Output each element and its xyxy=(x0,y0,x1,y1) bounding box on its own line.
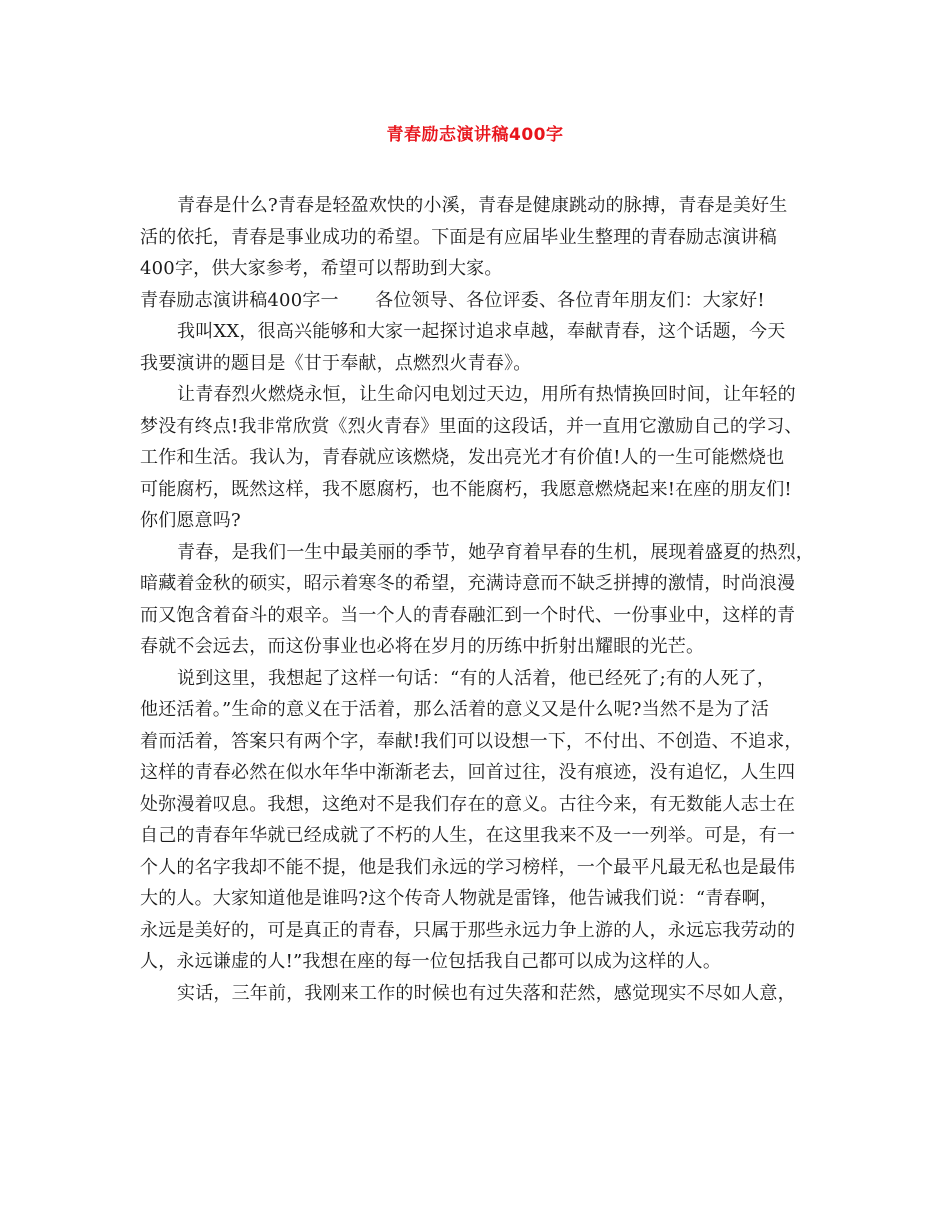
text-line: 实话，三年前，我刚来工作的时候也有过失落和茫然，感觉现实不尽如人意， xyxy=(177,982,796,1004)
text-line: 人，永远谦虚的人!”我想在座的每一位包括我自己都可以成为这样的人。 xyxy=(140,951,722,972)
text-line: 工作和生活。我认为，青春就应该燃烧，发出亮光才有价值!人的一生可能燃烧也 xyxy=(140,447,785,468)
text-line: 大的人。大家知道他是谁吗?这个传奇人物就是雷锋，他告诫我们说：“青春啊， xyxy=(140,888,779,909)
text-line: 这样的青春必然在似水年华中渐渐老去，回首过往，没有痕迹，没有追忆，人生四 xyxy=(140,762,796,783)
text-line: 春就不会远去，而这份事业也必将在岁月的历练中折射出耀眼的光芒。 xyxy=(140,636,705,657)
text-line: 400字，供大家参考，希望可以帮助到大家。 xyxy=(140,258,503,279)
text-line: 可能腐朽，既然这样，我不愿腐朽，也不能腐朽，我愿意燃烧起来!在座的朋友们! xyxy=(140,478,792,500)
text-line: 暗藏着金秋的硕实，昭示着寒冬的希望，充满诗意而不缺乏拼搏的激情，时尚浪漫 xyxy=(140,573,796,594)
text-line: 活的依托，青春是事业成功的希望。下面是有应届毕业生整理的青春励志演讲稿 xyxy=(140,226,777,248)
text-line: 青春是什么?青春是轻盈欢快的小溪，青春是健康跳动的脉搏，青春是美好生 xyxy=(177,195,788,216)
text-line: 梦没有终点!我非常欣赏《烈火青春》里面的这段话，并一直用它激励自己的学习、 xyxy=(140,415,803,437)
text-line: 青春，是我们一生中最美丽的季节，她孕育着早春的生机，展现着盛夏的热烈， xyxy=(177,541,814,563)
text-line: 他还活着。”生命的意义在于活着，那么活着的意义又是什么呢?当然不是为了活 xyxy=(140,699,770,720)
text-line: 青春励志演讲稿400字一 各位领导、各位评委、各位青年朋友们：大家好! xyxy=(140,289,765,311)
text-line: 让青春烈火燃烧永恒，让生命闪电划过天边，用所有热情换回时间，让年轻的 xyxy=(177,384,796,405)
text-line: 着而活着，答案只有两个字，奉献!我们可以设想一下，不付出、不创造、不追求， xyxy=(140,730,803,752)
document-title: 青春励志演讲稿400字 xyxy=(386,125,564,145)
document-body xyxy=(140,190,830,1009)
text-line: 你们愿意吗? xyxy=(140,510,241,531)
text-line: 说到这里，我想起了这样一句话：“有的人活着，他已经死了;有的人死了， xyxy=(177,667,776,689)
text-line: 我叫XX，很高兴能够和大家一起探讨追求卓越，奉献青春，这个话题，今天 xyxy=(177,321,786,342)
text-line: 个人的名字我却不能不提，他是我们永远的学习榜样，一个最平凡最无私也是最伟 xyxy=(140,856,796,878)
text-line: 自己的青春年华就已经成就了不朽的人生，在这里我来不及一一列举。可是，有一 xyxy=(140,825,796,846)
text-line: 处弥漫着叹息。我想，这绝对不是我们存在的意义。古往今来，有无数能人志士在 xyxy=(140,793,796,815)
text-line: 我要演讲的题目是《甘于奉献，点燃烈火青春》。 xyxy=(140,352,532,374)
text-line: 永远是美好的，可是真正的青春，只属于那些永远力争上游的人，永远忘我劳动的 xyxy=(140,919,796,941)
text-line: 而又饱含着奋斗的艰辛。当一个人的青春融汇到一个时代、一份事业中，这样的青 xyxy=(140,604,796,626)
